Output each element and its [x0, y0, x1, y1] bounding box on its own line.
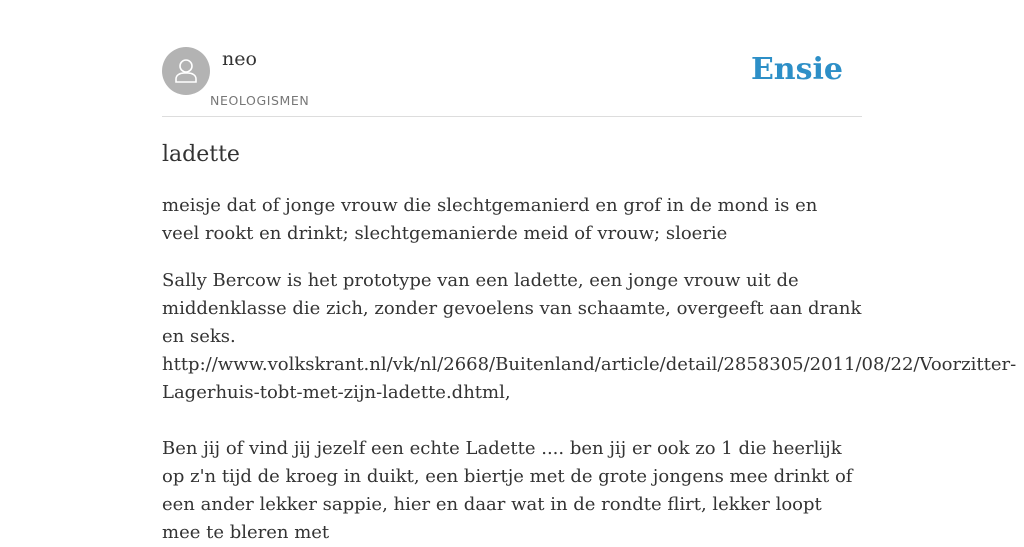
entry-title: ladette [162, 142, 240, 167]
user-avatar-icon[interactable] [162, 47, 210, 95]
example-paragraph-2: Ben jij of vind jij jezelf een echte Ladette .... ben jij er ook zo 1 die heerlijk op z'n tijd de kroeg in duikt, een biertje met de grote jongens mee drinkt of een ander lekker sappie, hier en daar wat in de rondte flirt, lekker loopt mee te bleren met [162, 438, 853, 543]
author-username[interactable]: neo [222, 48, 257, 70]
entry-definition: meisje dat of jonge vrouw die slechtgemanierd en grof in de mond is en veel rookt en drinkt; slechtgemanierde meid of vrouw; sloerie [162, 195, 818, 244]
example-url-line-1: http://www.volkskrant.nl/vk/nl/2668/Buitenland/article/detail/2858305/2011/08/22/Voorzitter- [162, 354, 1017, 375]
ensie-logo[interactable]: Ensie [750, 52, 843, 87]
category-label[interactable]: NEOLOGISMEN [210, 93, 310, 108]
page-container [162, 0, 1017, 543]
entry-header [162, 0, 862, 117]
entry-example [162, 267, 1017, 547]
example-text: Sally Bercow is het prototype van een ladette, een jonge vrouw uit de middenklasse die zich, zonder gevoelens van schaamte, overgeeft aan drank en seks. [162, 270, 862, 347]
example-url-line-2: Lagerhuis-tobt-met-zijn-ladette.dhtml, [162, 382, 511, 403]
paragraph-spacer [162, 407, 862, 435]
